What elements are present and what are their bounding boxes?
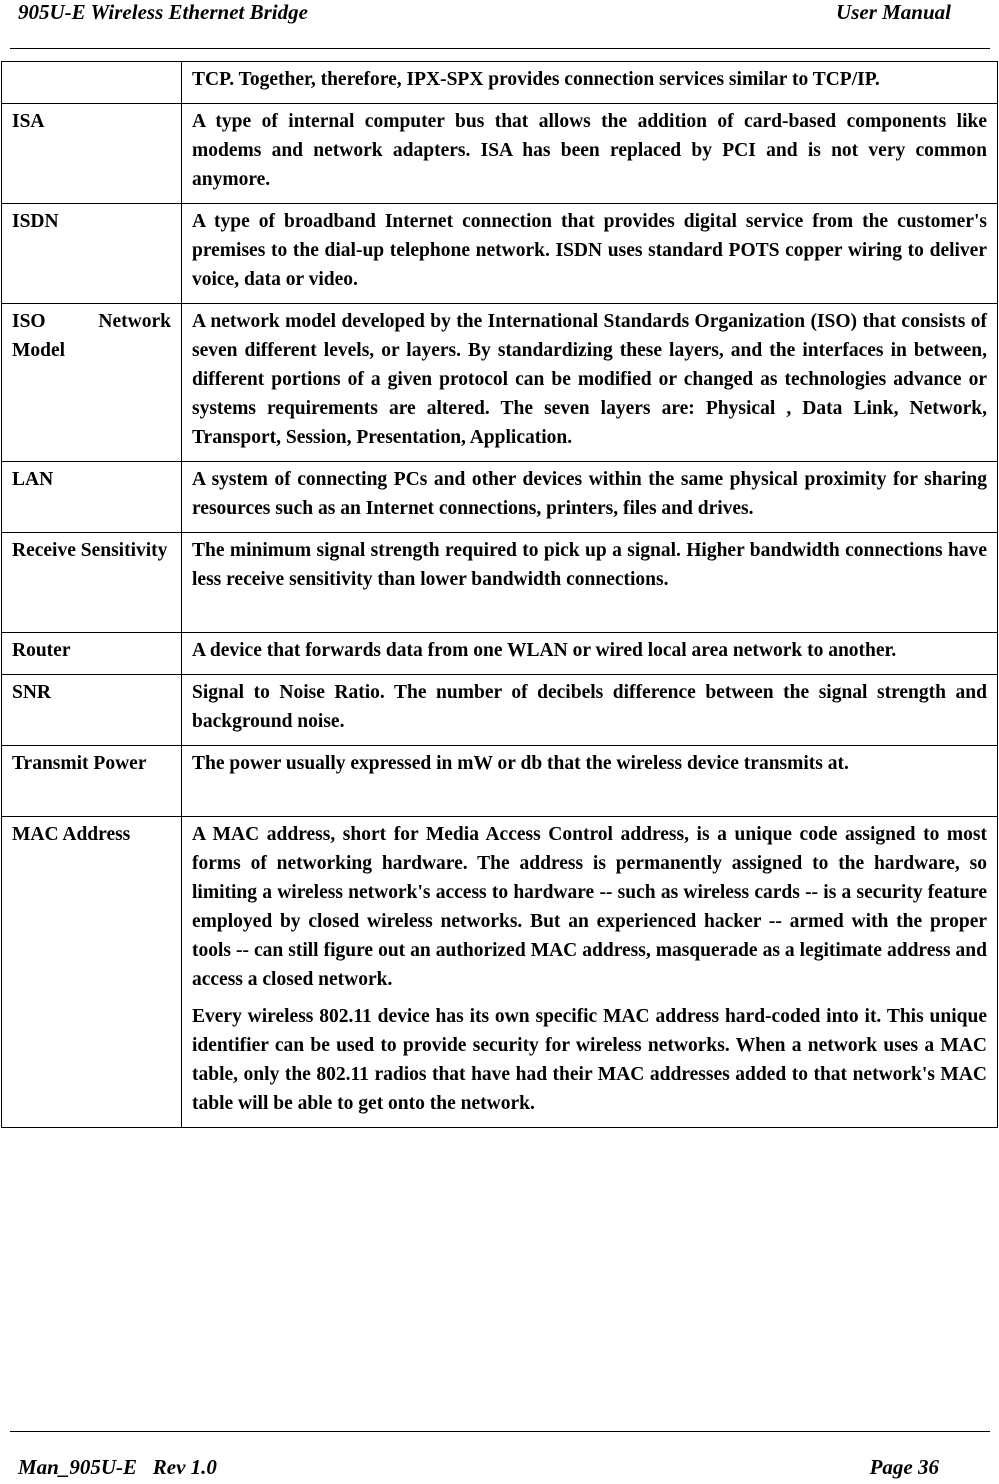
- header-title: 905U-E Wireless Ethernet Bridge: [18, 0, 308, 24]
- definition-paragraph: A type of internal computer bus that allows the addition of card-based components like modems and network adapters. ISA has been replaced by PCI and is not very common anymore.: [192, 111, 987, 190]
- glossary-definition: [182, 62, 998, 104]
- definition-paragraph: A MAC address, short for Media Access Control address, is a unique code assigned to most forms of networking hardware. The address is permanently assigned to the hardware, so limiting a wireless network's access to hardware -- such as wireless cards -- is a security feature employed by closed wireless networks. But an experienced hacker -- armed with the proper tools -- can still figure out an authorized MAC address, masquerade as a legitimate address and access a closed network.: [192, 824, 987, 990]
- glossary-term: LAN: [2, 462, 182, 533]
- glossary-term: ISDN: [2, 204, 182, 304]
- glossary-term: Transmit Power: [2, 746, 182, 817]
- definition-paragraph: A system of connecting PCs and other devices within the same physical proximity for sharing resources such as an Internet connections, printers, files and drives.: [192, 469, 987, 519]
- footer-rule: [10, 1431, 990, 1432]
- glossary-definition: [182, 204, 998, 304]
- glossary-table: [1, 61, 998, 1128]
- glossary-definition: [182, 633, 998, 675]
- glossary-term: ISO Network Model: [2, 304, 182, 462]
- page-header: [18, 0, 951, 26]
- glossary-row: [2, 746, 998, 817]
- glossary-term: MAC Address: [2, 817, 182, 1128]
- definition-paragraph: The minimum signal strength required to pick up a signal. Higher bandwidth connections have less receive sensitivity than lower bandwidth connections.: [192, 540, 987, 590]
- glossary-term: Router: [2, 633, 182, 675]
- glossary-term: SNR: [2, 675, 182, 746]
- glossary-term: [2, 62, 182, 104]
- footer-doc-id: Man_905U-E Rev 1.0: [18, 1455, 217, 1479]
- glossary-row: [2, 633, 998, 675]
- definition-paragraph: The power usually expressed in mW or db that the wireless device transmits at.: [192, 753, 849, 774]
- glossary-definition: [182, 675, 998, 746]
- glossary-row: [2, 817, 998, 1128]
- definition-paragraph: A device that forwards data from one WLAN or wired local area network to another.: [192, 640, 897, 661]
- glossary-row: [2, 304, 998, 462]
- glossary-definition: [182, 746, 998, 817]
- glossary-definition: [182, 462, 998, 533]
- definition-paragraph: Every wireless 802.11 device has its own specific MAC address hard-coded into it. This unique identifier can be used to provide security for wireless networks. When a network uses a MAC table, only the 802.11 radios that have had their MAC addresses added to that network's MAC table will be able to get onto the network.: [192, 1006, 987, 1114]
- definition-paragraph: A type of broadband Internet connection that provides digital service from the customer's premises to the dial-up telephone network. ISDN uses standard POTS copper wiring to deliver voice, data or video.: [192, 211, 987, 290]
- glossary-row: [2, 675, 998, 746]
- definition-paragraph: Signal to Noise Ratio. The number of decibels difference between the signal strength and background noise.: [192, 682, 987, 732]
- glossary-row: [2, 533, 998, 633]
- glossary-definition: [182, 817, 998, 1128]
- glossary-row: [2, 104, 998, 204]
- header-doc-type: User Manual: [836, 0, 951, 24]
- glossary-row: [2, 62, 998, 104]
- glossary-row: [2, 462, 998, 533]
- header-rule: [10, 48, 990, 49]
- definition-paragraph: TCP. Together, therefore, IPX-SPX provides connection services similar to TCP/IP.: [192, 69, 880, 90]
- glossary-term: ISA: [2, 104, 182, 204]
- glossary-row: [2, 204, 998, 304]
- glossary-definition: [182, 304, 998, 462]
- definition-paragraph: A network model developed by the International Standards Organization (ISO) that consists of seven different levels, or layers. By standardizing these layers, and the interfaces in between, different portions of a given protocol can be modified or changed as technologies advance or systems requirements are altered. The seven layers are: Physical , Data Link, Network, Transport, Session, Presentation, Application.: [192, 311, 987, 448]
- glossary-definition: [182, 533, 998, 633]
- glossary-definition: [182, 104, 998, 204]
- glossary-term: Receive Sensitivity: [2, 533, 182, 633]
- page-number: Page 36: [869, 1455, 939, 1479]
